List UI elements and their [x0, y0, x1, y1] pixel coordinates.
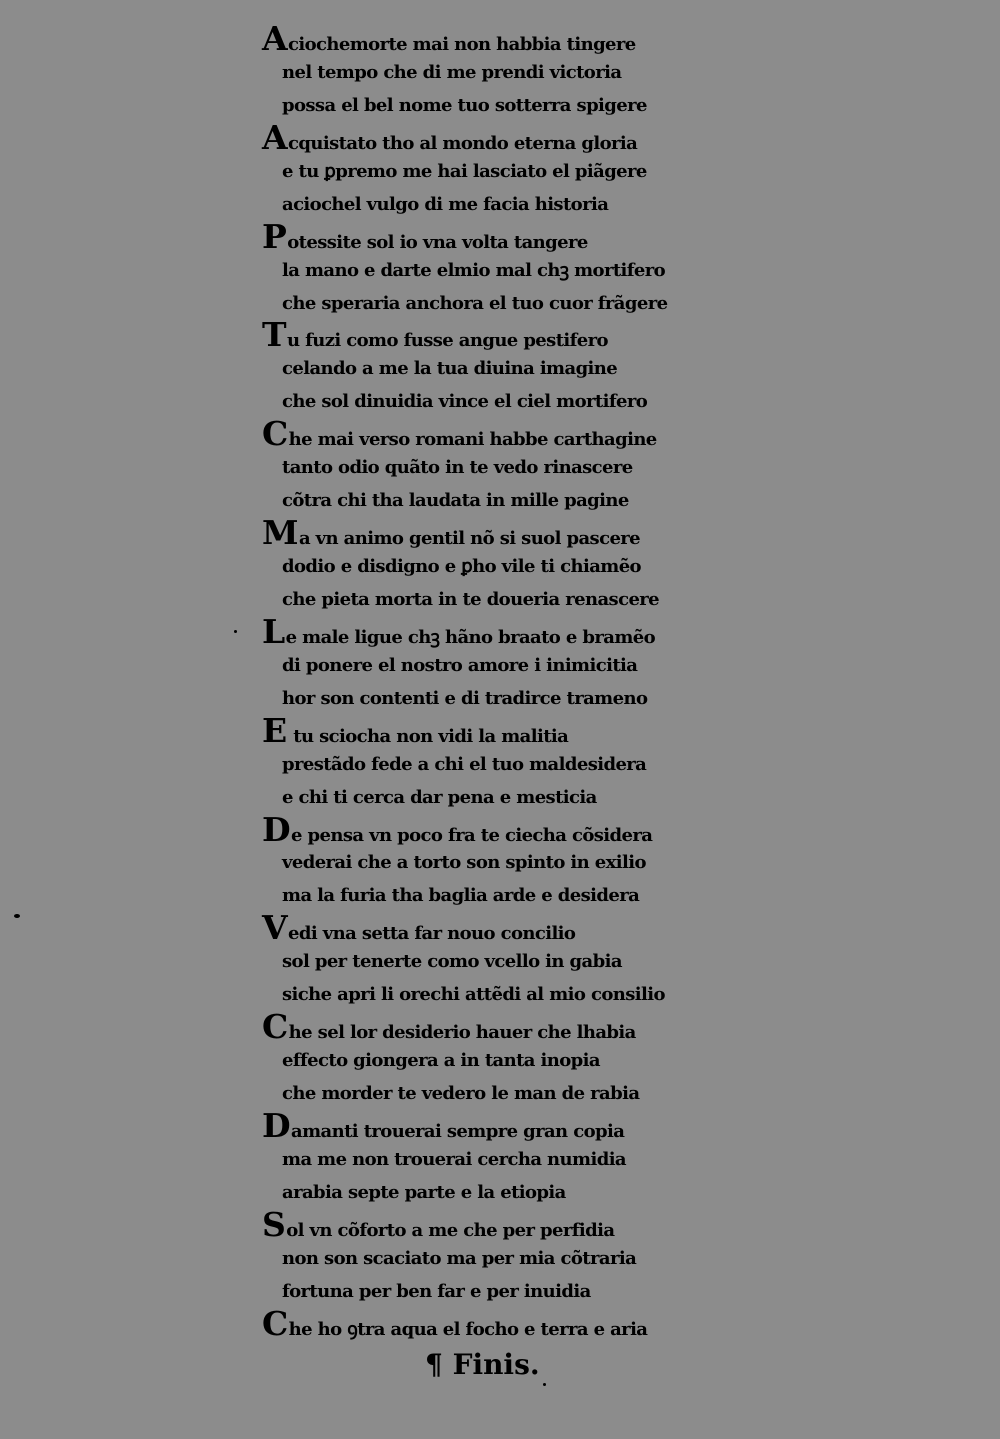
verse-line-initial [262, 710, 782, 750]
verse-line [262, 288, 782, 321]
verse-line [262, 847, 782, 880]
initial-letter: P [262, 216, 287, 256]
verse-text: ciochemorte mai non habbia tingere [288, 34, 636, 55]
ink-speck [14, 914, 20, 918]
verse-text: e male ligue chꝫ hãno braato e bramẽo [285, 626, 656, 648]
verse-text: edi vna setta far nouo concilio [288, 923, 576, 945]
verse-text: tu sciocha non vidi la malitia [287, 725, 569, 747]
initial-letter: A [262, 117, 288, 157]
verse-text: he mai verso romani habbe carthagine [288, 429, 657, 451]
verse-text: amanti trouerai sempre gran copia [291, 1120, 625, 1142]
verse-line [262, 979, 782, 1012]
verse-line-initial [262, 611, 782, 651]
verse-text: ma me non trouerai cercha numidia [282, 1148, 626, 1170]
initial-letter: D [262, 1105, 291, 1145]
initial-letter: L [262, 611, 285, 651]
ink-speck [543, 1383, 546, 1386]
verse-line-initial [262, 908, 782, 948]
verse-text: non son scaciato ma per mia cõtraria [282, 1247, 637, 1269]
verse-line [262, 353, 782, 386]
verse-line [262, 946, 782, 979]
finis-colophon: ¶ Finis. [425, 1348, 540, 1381]
verse-line [262, 782, 782, 815]
verse-text: celando a me la tua diuina imagine [282, 358, 618, 380]
verse-text: effecto giongera a in tanta inopia [282, 1050, 600, 1072]
verse-text: ol vn cõforto a me che per perfidia [286, 1219, 615, 1241]
verse-text: la mano e darte elmio mal chꝫ mortifero [282, 259, 666, 281]
verse-text: e tu ꝑpremo me hai lasciato el piãgere [282, 160, 647, 182]
initial-letter: E [262, 710, 287, 750]
verse-text: cquistato tho al mondo eterna gloria [288, 132, 638, 154]
verse-line [262, 1078, 782, 1111]
verse-line [262, 386, 782, 419]
verse-text: otessite sol io vna volta tangere [287, 231, 588, 253]
verse-text: fortuna per ben far e per inuidia [282, 1280, 591, 1302]
verse-line [262, 485, 782, 518]
initial-letter: C [262, 1007, 288, 1047]
verse-text: tanto odio quãto in te vedo rinascere [282, 457, 633, 479]
verse-text: e pensa vn poco fra te ciecha cõsidera [291, 824, 653, 846]
verse-text: dodio e disdigno e ꝑho vile ti chiamẽo [282, 556, 641, 577]
verse-text: cõtra chi tha laudata in mille pagine [282, 490, 629, 512]
verse-line-initial [262, 19, 782, 58]
verse-line-initial [262, 414, 782, 454]
initial-letter: C [262, 1303, 288, 1343]
verse-line [262, 452, 782, 485]
verse-line [262, 584, 782, 617]
verse-text: nel tempo che di me prendi victoria [282, 61, 622, 83]
initial-letter: D [262, 809, 291, 849]
verse-line [262, 90, 782, 123]
verse-line-initial [262, 315, 782, 355]
ink-speck [234, 630, 237, 633]
verse-line [262, 650, 782, 683]
verse-line [262, 551, 782, 584]
verse-text: vederai che a torto son spinto in exilio [282, 852, 646, 874]
verse-line-initial [262, 1105, 782, 1145]
verse-text: he sel lor desiderio hauer che lhabia [288, 1022, 636, 1044]
verse-line [262, 749, 782, 782]
verse-line [262, 683, 782, 716]
verse-line-initial [262, 1007, 782, 1047]
verse-line [262, 156, 782, 189]
initial-letter: A [262, 19, 288, 58]
initial-letter: M [262, 513, 298, 553]
verse-text: che morder te vedero le man de rabia [282, 1083, 640, 1104]
initial-letter: S [262, 1204, 286, 1244]
verse-text: he ho ꝯtra aqua el focho e terra e aria [288, 1318, 648, 1340]
verse-text: aciochel vulgo di me facia historia [282, 193, 609, 215]
verse-text: che speraria anchora el tuo cuor frãgere [282, 292, 668, 314]
verse-text: prestãdo fede a chi el tuo maldesidera [282, 753, 647, 775]
verse-line [262, 255, 782, 288]
initial-letter: T [262, 315, 286, 355]
verse-text: arabia septe parte e la etiopia [282, 1181, 566, 1203]
verse-line-initial [262, 1204, 782, 1244]
verse-text: di ponere el nostro amore i inimicitia [282, 654, 638, 676]
verse-text: possa el bel nome tuo sotterra spigere [282, 94, 647, 116]
verse-line-initial [262, 117, 782, 157]
verse-text: a vn animo gentil nõ si suol pascere [298, 528, 641, 550]
poem-text-block [262, 19, 782, 1343]
verse-line-initial [262, 1303, 782, 1343]
verse-text: che pieta morta in te doueria renascere [282, 588, 660, 610]
verse-line-initial [262, 216, 782, 256]
verse-text: ma la furia tha baglia arde e desidera [282, 885, 640, 907]
verse-line-initial [262, 809, 782, 849]
verse-line [262, 880, 782, 913]
verse-line-initial [262, 513, 782, 553]
verse-text: siche apri li orechi attẽdi al mio consilio [282, 984, 665, 1006]
verse-line [262, 1276, 782, 1309]
verse-text: che sol dinuidia vince el ciel mortifero [282, 391, 648, 413]
verse-text: e chi ti cerca dar pena e mesticia [282, 786, 597, 808]
verse-text: u fuzi como fusse angue pestifero [286, 330, 608, 352]
verse-line [262, 1045, 782, 1078]
verse-line [262, 1243, 782, 1276]
verse-text: sol per tenerte como vcello in gabia [282, 951, 622, 973]
verse-line [262, 1177, 782, 1210]
verse-line [262, 57, 782, 90]
verse-text: hor son contenti e di tradirce trameno [282, 687, 648, 709]
verse-line [262, 189, 782, 222]
initial-letter: V [262, 908, 288, 948]
initial-letter: C [262, 414, 288, 454]
verse-line [262, 1144, 782, 1177]
